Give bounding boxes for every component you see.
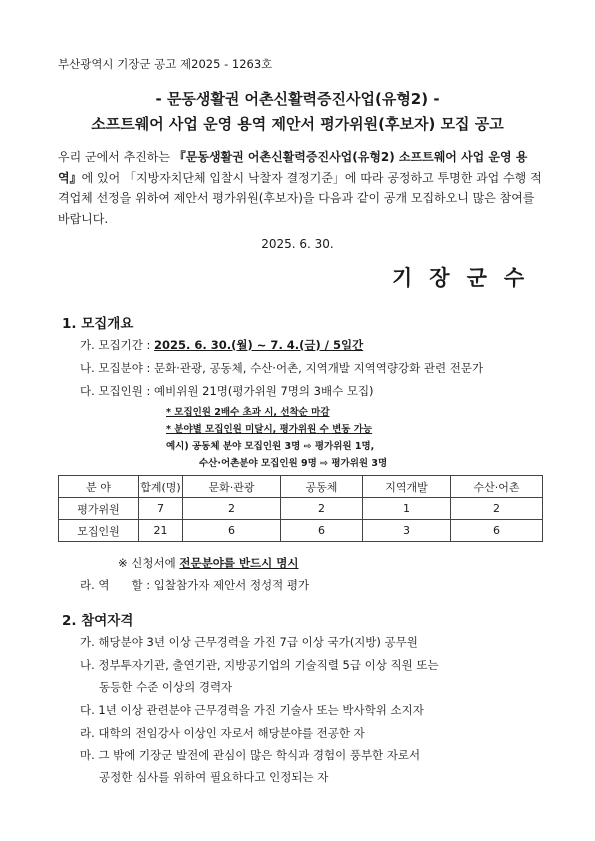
table-header-cell: 문화·관광 xyxy=(183,476,281,498)
recruit-period-value: 2025. 6. 30.(월) ~ 7. 4.(금) / 5일간 xyxy=(154,338,364,352)
intro-part-1: 우리 군에서 추진하는 xyxy=(58,150,174,164)
table-cell: 모집인원 xyxy=(59,520,139,542)
intro-paragraph xyxy=(58,147,542,229)
notice-number: 부산광역시 기장군 공고 제2025 - 1263호 xyxy=(58,57,273,71)
table-cell: 1 xyxy=(363,498,451,520)
table-cell: 3 xyxy=(363,520,451,542)
table-row xyxy=(59,498,543,520)
recruit-period-label: 가. 모집기간 : xyxy=(80,338,155,352)
recruit-period xyxy=(80,337,363,353)
table-cell: 7 xyxy=(139,498,183,520)
intro-part-2: 에 있어 「지방자치단체 입찰시 낙찰자 결정기준」에 따라 공정하고 투명한 과업 수행 적격업체 선정을 위하여 제안서 평가위원(후보자)을 다음과 같이 공개 모집하오니 많은 참여를 바랍니다. xyxy=(58,170,542,226)
qualification-item: 마. 그 밖에 기장군 발전에 관심이 많은 학식과 경험이 풍부한 자로서 xyxy=(80,748,421,762)
table-header-cell: 수산·어촌 xyxy=(451,476,543,498)
table-cell: 6 xyxy=(183,520,281,542)
application-note xyxy=(118,555,299,571)
qualification-item-continued: 공정한 심사를 위하여 필요하다고 인정되는 자 xyxy=(99,770,329,784)
table-header-cell: 분 야 xyxy=(59,476,139,498)
table-header-cell: 지역개발 xyxy=(363,476,451,498)
qualification-item: 다. 1년 이상 관련분야 근무경력을 가진 기술사 또는 박사학위 소지자 xyxy=(80,703,424,717)
notice-date: 2025. 6. 30. xyxy=(261,237,334,251)
table-cell: 평가위원 xyxy=(59,498,139,520)
recruit-field-table xyxy=(58,475,543,542)
evaluator-role: 라. 역 할 : 입찰참가자 제안서 정성적 평가 xyxy=(80,578,310,592)
qualification-item: 라. 대학의 전임강사 이상인 자로서 해당분야를 전공한 자 xyxy=(80,726,365,740)
note-1: * 모집인원 2배수 초과 시, 선착순 마감 xyxy=(166,407,330,418)
title-line-1: - 문동생활권 어촌신활력증진사업(유형2) - xyxy=(155,90,440,108)
table-cell: 21 xyxy=(139,520,183,542)
table-cell: 2 xyxy=(451,498,543,520)
note-2: * 분야별 모집인원 미달시, 평가위원 수 변동 가능 xyxy=(166,424,373,435)
qualification-item-continued: 동등한 수준 이상의 경력자 xyxy=(99,680,233,694)
title-line-2: 소프트웨어 사업 운영 용역 제안서 평가위원(후보자) 모집 공고 xyxy=(91,115,504,133)
issuer-name: 기장군수 xyxy=(392,266,542,290)
note-example-1: 예시) 공동체 분야 모집인원 3명 ⇨ 평가위원 1명, xyxy=(166,441,375,452)
table-header-cell: 공동체 xyxy=(281,476,363,498)
application-note-emphasis: 전문분야를 반드시 명시 xyxy=(179,556,299,570)
qualification-item: 나. 정부투자기관, 출연기관, 지방공기업의 기술직렬 5급 이상 직원 또는 xyxy=(80,658,439,672)
note-example-2: 수산·어촌분야 모집인원 9명 ⇨ 평가위원 3명 xyxy=(199,458,388,469)
table-cell: 6 xyxy=(451,520,543,542)
qualification-item: 가. 해당분야 3년 이상 근무경력을 가진 7급 이상 국가(지방) 공무원 xyxy=(80,635,418,649)
table-header-cell: 합계(명) xyxy=(139,476,183,498)
table-cell: 2 xyxy=(281,498,363,520)
section-1-heading: 1. 모집개요 xyxy=(62,316,134,332)
intro-project-name: 『문동생활권 어촌신활력증진사업(유형2) 소프트웨어 사업 운영 용역』 xyxy=(58,150,528,185)
section-2-heading: 2. 참여자격 xyxy=(62,613,134,629)
recruit-count: 다. 모집인원 : 예비위원 21명(평가위원 7명의 3배수 모집) xyxy=(80,384,374,398)
table-row xyxy=(59,520,543,542)
table-cell: 2 xyxy=(183,498,281,520)
recruit-field: 나. 모집분야 : 문화·관광, 공동체, 수산·어촌, 지역개발 지역역량강화 관련 전문가 xyxy=(80,361,484,375)
application-note-prefix: ※ 신청서에 xyxy=(118,556,180,570)
table-cell: 6 xyxy=(281,520,363,542)
table-header-row xyxy=(59,476,543,498)
